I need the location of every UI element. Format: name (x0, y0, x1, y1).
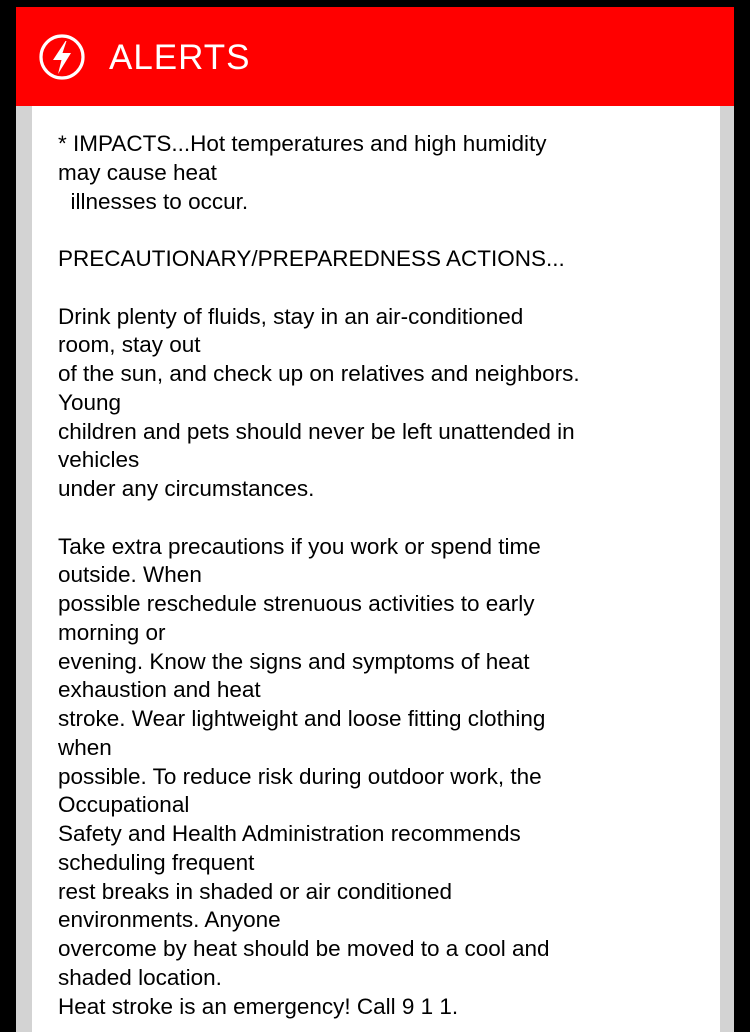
alert-scroll-area[interactable] (16, 106, 734, 1032)
page-title: ALERTS (109, 38, 251, 77)
alert-body-text: * IMPACTS...Hot temperatures and high humidity may cause heat illnesses to occur. PRECAUTIONARY/PREPAREDNESS ACTIONS... Drink plenty of fluids, stay in an air-conditioned room, stay out of the sun, and check up on relatives and neighbors. Young children and pets should never be left unattended in vehicles under any circumstances. Take extra precautions if you work or spend time outside. When possible reschedule strenuous activities to early morning or evening. Know the signs and symptoms of heat exhaustion and heat stroke. Wear lightweight and loose fitting clothing when possible. To reduce risk during outdoor work, the Occupational Safety and Health Administration recommends scheduling frequent rest breaks in shaded or air conditioned environments. Anyone overcome by heat should be moved to a cool and shaded location. Heat stroke is an emergency! Call 9 1 1. (58, 131, 580, 1019)
lightning-bolt-icon (38, 33, 86, 81)
alerts-header (16, 7, 734, 106)
alert-card (32, 106, 720, 1032)
